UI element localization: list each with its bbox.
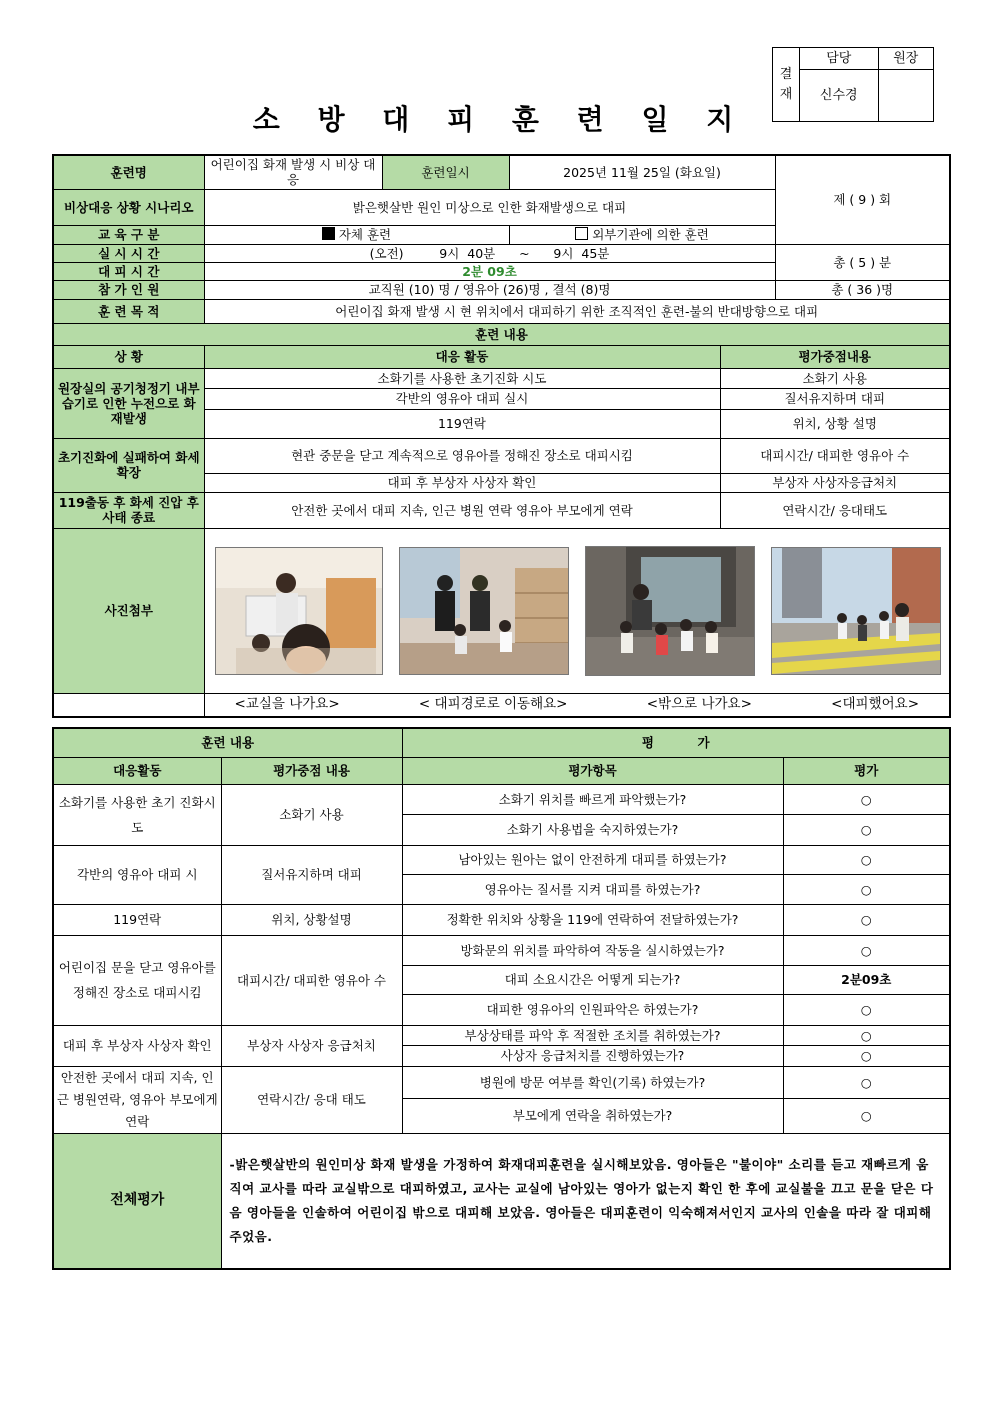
checked-box-icon[interactable] — [322, 227, 335, 240]
situation-1-response-2: 각반의 영유아 대피 실시 — [204, 388, 720, 409]
situation-1-eval-1: 소화기 사용 — [720, 368, 950, 388]
evac-time-label: 대 피 시 간 — [53, 262, 204, 280]
eval-item: 영유아는 질서를 지켜 대피를 하였는가? — [402, 874, 783, 904]
eval-focus: 질서유지하며 대피 — [221, 845, 402, 904]
eval-result: 2분09초 — [783, 965, 950, 994]
eval-item: 소화기 위치를 빠르게 파악했는가? — [402, 784, 783, 814]
situation-2-eval-2: 부상자 사상자응급처치 — [720, 473, 950, 492]
caption-1: <교실을 나가요> — [234, 696, 340, 713]
photo-outside — [585, 546, 755, 676]
edu-type-external — [509, 225, 775, 244]
participants-label: 참 가 인 원 — [53, 280, 204, 299]
caption-2: < 대피경로로 이동해요> — [418, 696, 568, 713]
photo-evacuated — [771, 547, 941, 675]
participants-total: 총 ( 36 )명 — [775, 280, 950, 299]
participants-value: 교직원 (10) 명 / 영유아 (26)명 , 결석 (8)명 — [204, 280, 775, 299]
approval-box — [772, 47, 934, 122]
col-response: 대응 활동 — [204, 345, 720, 368]
training-name-value: 어린이집 화재 발생 시 비상 대응 — [204, 155, 382, 189]
approval-role-manager: 담당 — [800, 48, 879, 70]
situation-3-eval-1: 연락시간/ 응대태도 — [720, 492, 950, 528]
evac-time-value: 2분 09초 — [204, 262, 775, 280]
eval-result: ○ — [783, 814, 950, 845]
eval-col-focus: 평가중점 내용 — [221, 757, 402, 784]
eval-col-activity: 대응활동 — [53, 757, 221, 784]
eval-result: ○ — [783, 1045, 950, 1066]
eval-focus: 위치, 상황설명 — [221, 904, 402, 935]
eval-result: ○ — [783, 874, 950, 904]
col-situation: 상 황 — [53, 345, 204, 368]
overall-label: 전체평가 — [53, 1133, 221, 1269]
eval-result: ○ — [783, 1066, 950, 1098]
situation-2-label: 초기진화에 실패하여 화세 확장 — [53, 438, 204, 492]
eval-result: ○ — [783, 845, 950, 874]
situation-1-response-3: 119연락 — [204, 409, 720, 438]
eval-item: 부상상태를 파악 후 적절한 조치를 취하였는가? — [402, 1025, 783, 1045]
photo-captions — [204, 693, 950, 717]
eval-item: 사상자 응급처치를 진행하였는가? — [402, 1045, 783, 1066]
scenario-value: 밝은햇살반 원인 미상으로 인한 화재발생으로 대피 — [204, 189, 775, 225]
training-date-value: 2025년 11월 25일 (화요일) — [509, 155, 775, 189]
photos-label: 사진첨부 — [53, 528, 204, 693]
eval-item: 방화문의 위치를 파악하여 작동을 실시하였는가? — [402, 935, 783, 965]
evaluation-table — [52, 727, 951, 1270]
photo-hallway — [399, 547, 569, 675]
content-header: 훈련 내용 — [53, 323, 950, 345]
situation-1-label: 원장실의 공기청정기 내부 습기로 인한 누전으로 화재발생 — [53, 368, 204, 438]
edu-self-text: 자체 훈련 — [338, 227, 392, 242]
purpose-value: 어린이집 화재 발생 시 현 위치에서 대피하기 위한 조직적인 훈련-불의 반대방향으로 대피 — [204, 299, 950, 323]
unchecked-box-icon[interactable] — [575, 227, 588, 240]
situation-2-eval-1: 대피시간/ 대피한 영유아 수 — [720, 438, 950, 473]
training-info-table — [52, 154, 951, 718]
approval-label: 결 재 — [773, 48, 800, 122]
eval-item: 소화기 사용법을 숙지하였는가? — [402, 814, 783, 845]
situation-3-response-1: 안전한 곳에서 대피 지속, 인근 병원 연락 영유아 부모에게 연락 — [204, 492, 720, 528]
eval-activity: 소화기를 사용한 초기 진화시도 — [53, 784, 221, 845]
eval-header-eval: 평 가 — [402, 728, 950, 757]
eval-col-item: 평가항목 — [402, 757, 783, 784]
photos-cell — [204, 528, 950, 693]
total-minutes: 총 ( 5 ) 분 — [775, 244, 950, 280]
edu-type-label: 교 육 구 분 — [53, 225, 204, 244]
eval-activity: 대피 후 부상자 사상자 확인 — [53, 1025, 221, 1066]
edu-external-text: 외부기관에 의한 훈련 — [592, 227, 709, 242]
caption-spacer — [53, 693, 204, 717]
session-count: 제 ( 9 ) 회 — [775, 155, 950, 244]
col-eval-focus: 평가중점내용 — [720, 345, 950, 368]
training-date-label: 훈련일시 — [382, 155, 509, 189]
eval-result: ○ — [783, 1098, 950, 1133]
scenario-label: 비상대응 상황 시나리오 — [53, 189, 204, 225]
eval-item: 대피 소요시간은 어떻게 되는가? — [402, 965, 783, 994]
eval-activity: 안전한 곳에서 대피 지속, 인근 병원연락, 영유아 부모에게 연락 — [53, 1066, 221, 1133]
eval-activity: 각반의 영유아 대피 시 — [53, 845, 221, 904]
exec-time-label: 실 시 시 간 — [53, 244, 204, 262]
approval-role-director: 원장 — [878, 48, 933, 70]
eval-result: ○ — [783, 904, 950, 935]
situation-3-label: 119출동 후 화세 진압 후 사태 종료 — [53, 492, 204, 528]
edu-type-self — [204, 225, 509, 244]
eval-col-result: 평가 — [783, 757, 950, 784]
eval-result: ○ — [783, 994, 950, 1025]
eval-activity: 어린이집 문을 닫고 영유아를 정해진 장소로 대피시킴 — [53, 935, 221, 1025]
eval-focus: 소화기 사용 — [221, 784, 402, 845]
caption-3: <밖으로 나가요> — [646, 696, 752, 713]
eval-item: 부모에게 연락을 취하였는가? — [402, 1098, 783, 1133]
photo-classroom — [215, 547, 383, 675]
training-name-label: 훈련명 — [53, 155, 204, 189]
eval-focus: 연락시간/ 응대 태도 — [221, 1066, 402, 1133]
eval-item: 병원에 방문 여부를 확인(기록) 하였는가? — [402, 1066, 783, 1098]
eval-activity: 119연락 — [53, 904, 221, 935]
eval-result: ○ — [783, 935, 950, 965]
eval-item: 정확한 위치와 상황을 119에 연락하여 전달하였는가? — [402, 904, 783, 935]
eval-result: ○ — [783, 1025, 950, 1045]
overall-text: -밝은햇살반의 원인미상 화재 발생을 가정하여 화재대피훈련을 실시해보았음. 영아들은 "불이야" 소리를 듣고 재빠르게 움직여 교사를 따라 교실밖으로 대피하였고, 교사는 교실에 남아있는 영아가 없는지 확인 한 후에 교실불을 끄고 문을 닫은 다음 영아들을 인솔하여 어린이집 밖으로 대피해 보았음. 영아들은 대피훈련이 익숙해져서인지 교사의 인솔을 따라 잘 대피해주었음. — [221, 1133, 950, 1269]
situation-1-response-1: 소화기를 사용한 초기진화 시도 — [204, 368, 720, 388]
eval-item: 남아있는 원아는 없이 안전하게 대피를 하였는가? — [402, 845, 783, 874]
eval-item: 대피한 영유아의 인원파악은 하였는가? — [402, 994, 783, 1025]
situation-2-response-2: 대피 후 부상자 사상자 확인 — [204, 473, 720, 492]
purpose-label: 훈 련 목 적 — [53, 299, 204, 323]
situation-1-eval-2: 질서유지하며 대피 — [720, 388, 950, 409]
situation-2-response-1: 현관 중문을 닫고 계속적으로 영유아를 정해진 장소로 대피시킴 — [204, 438, 720, 473]
page-title: 소 방 대 피 훈 련 일 지 — [252, 103, 748, 136]
eval-header-content: 훈련 내용 — [53, 728, 402, 757]
situation-1-eval-3: 위치, 상황 설명 — [720, 409, 950, 438]
eval-focus: 대피시간/ 대피한 영유아 수 — [221, 935, 402, 1025]
eval-focus: 부상자 사상자 응급처치 — [221, 1025, 402, 1066]
exec-time-value: (오전) 9시 40분 ~ 9시 45분 — [204, 244, 775, 262]
caption-4: <대피했어요> — [831, 696, 919, 713]
eval-result: ○ — [783, 784, 950, 814]
approval-sign-manager: 신수경 — [800, 70, 879, 122]
approval-sign-director — [878, 70, 933, 122]
